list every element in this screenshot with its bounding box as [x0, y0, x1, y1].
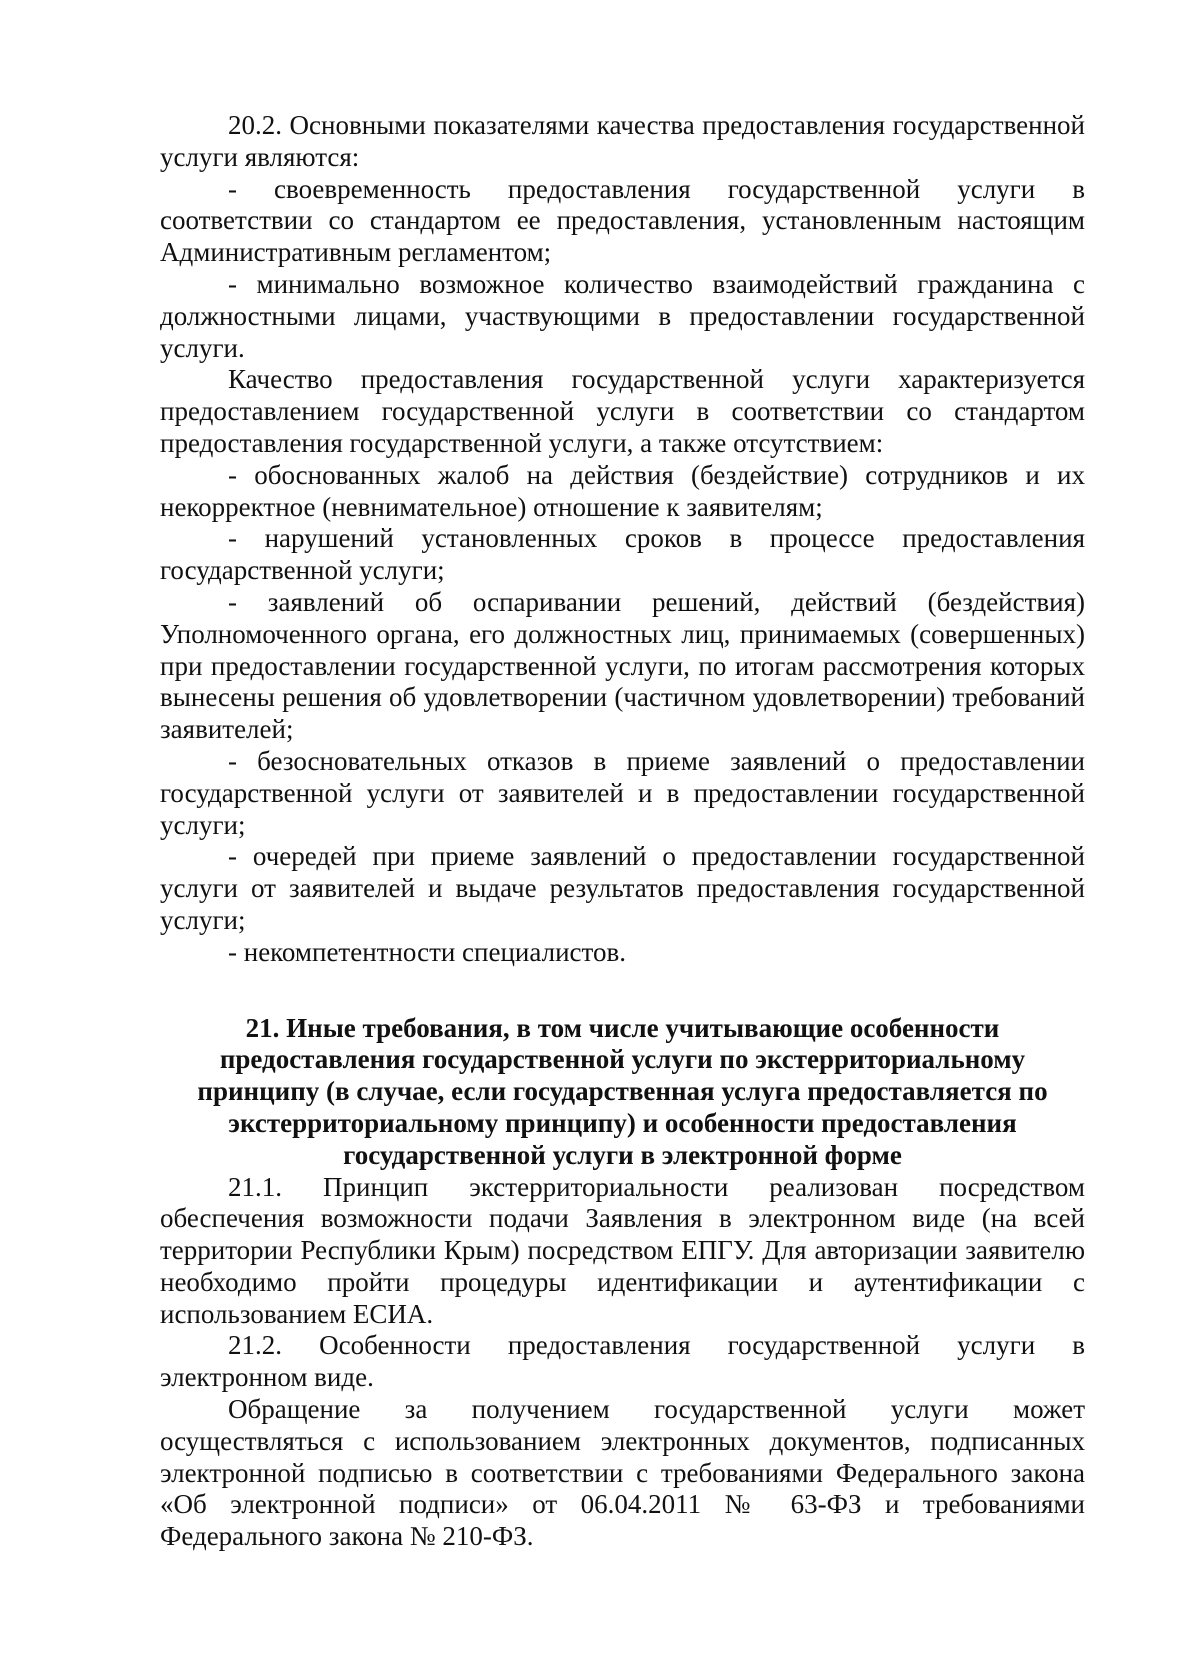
list-item-min-interactions: - минимально возможное количество взаимодействий гражданина с должностными лицами, участвующими в предоставлении государственной услуги. [160, 268, 1085, 363]
paragraph-quality: Качество предоставления государственной услуги характеризуется предоставлением государственной услуги в соответствии со стандартом предоставления государственной услуги, а также отсутствием: [160, 364, 1085, 458]
document-page [160, 110, 1085, 1553]
list-item-incompetence: - некомпетентности специалистов. [228, 936, 626, 967]
paragraph-20-2: 20.2. Основными показателями качества предоставления государственной услуги являются: [160, 110, 1085, 172]
section-gap [160, 969, 1085, 1013]
paragraph-21-1: 21.1. Принцип экстерриториальности реализован посредством обеспечения возможности подачи Заявления в электронном виде (на всей территории Республики Крым) посредством ЕПГУ. Для авторизации заявителю необходимо пройти процедуры идентификации и аутентификации с использованием ЕСИА. [160, 1171, 1085, 1329]
section-21-heading: 21. Иные требования, в том числе учитывающие особенности предоставления государственной услуги по экстерриториальному принципу (в случае, если государственная услуга предоставляется по экстерриториальному принципу) и особенности предоставления государственной услуги в электронной форме [197, 1012, 1048, 1170]
list-item-deadlines: - нарушений установленных сроков в процессе предоставления государственной услуги; [160, 523, 1085, 586]
paragraph-appeal: Обращение за получением государственной услуги может осуществляться с использованием электронных документов, подписанных электронной подписью в соответствии с требованиями Федерального закона «Об электронной подписи» от 06.04.2011 № 63-ФЗ и требованиями Федерального закона № 210-ФЗ. [160, 1394, 1085, 1552]
list-item-timeliness: - своевременность предоставления государственной услуги в соответствии со стандартом ее предоставления, установленным настоящим Административным регламентом; [160, 173, 1085, 268]
paragraph-21-2: 21.2. Особенности предоставления государственной услуги в электронном виде. [160, 1330, 1085, 1393]
list-item-complaints: - обоснованных жалоб на действия (бездействие) сотрудников и их некорректное (невнимательное) отношение к заявителям; [160, 459, 1085, 522]
list-item-appeals: - заявлений об оспаривании решений, действий (бездействия) Уполномоченного органа, его должностных лиц, принимаемых (совершенных) при предоставлении государственной услуги, по итогам рассмотрения которых вынесены решения об удовлетворении (частичном удовлетворении) требований заявителей; [160, 586, 1085, 745]
list-item-queues: - очередей при приеме заявлений о предоставлении государственной услуги от заявителей и выдаче результатов предоставления государственной услуги; [160, 841, 1085, 935]
list-item-refusals: - безосновательных отказов в приеме заявлений о предоставлении государственной услуги от заявителей и в предоставлении государственной услуги; [160, 745, 1085, 840]
